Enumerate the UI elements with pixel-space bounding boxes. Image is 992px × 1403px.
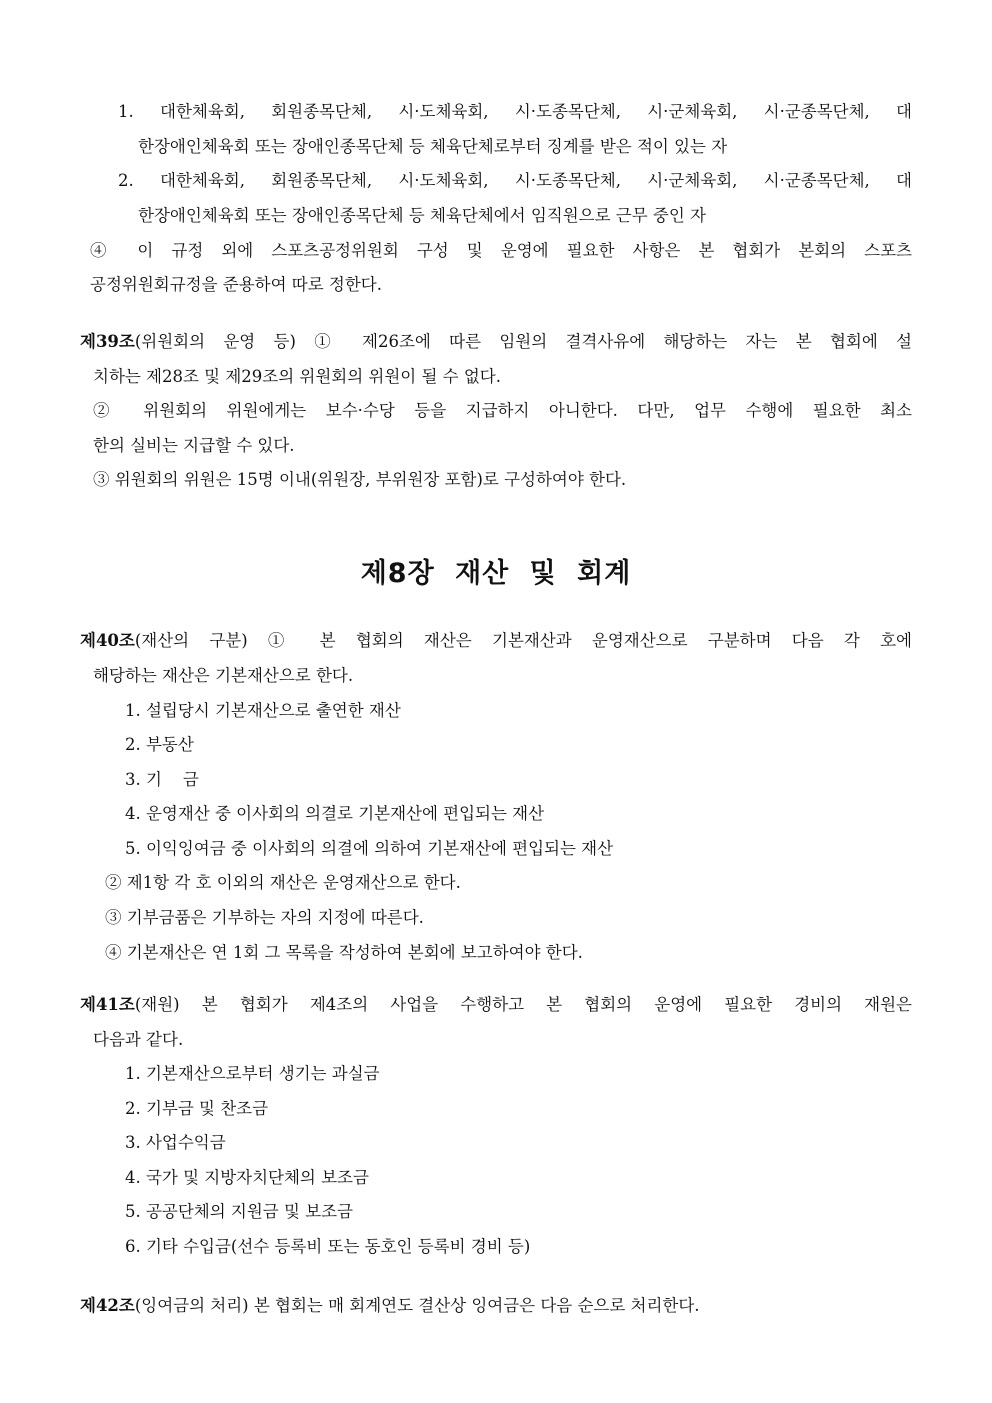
article-40-heading — [80, 629, 912, 653]
list-item: 2. 기부금 및 찬조금 — [125, 1099, 269, 1118]
article-39-heading — [80, 330, 912, 354]
article-text: (위원회의 운영 등) ① 제26조에 따른 임원의 결격사유에 해당하는 자는 본 협회에 설 — [134, 332, 912, 351]
article-number: 제42조 — [80, 1296, 135, 1315]
list-item: 1. 대한체육회, 회원종목단체, 시·도체육회, 시·도종목단체, 시·군체육회, 시·군종목단체, 대 — [118, 102, 912, 121]
paragraph: ② 위원회의 위원에게는 보수·수당 등을 지급하지 아니한다. 다만, 업무 수행에 필요한 최소 — [93, 401, 912, 420]
list-item: 5. 이익잉여금 중 이사회의 의결에 의하여 기본재산에 편입되는 재산 — [125, 839, 614, 858]
article-number: 제40조 — [80, 631, 135, 650]
article-text-continuation: 다음과 같다. — [93, 1030, 184, 1049]
list-item: 2. 대한체육회, 회원종목단체, 시·도체육회, 시·도종목단체, 시·군체육회, 시·군종목단체, 대 — [118, 171, 912, 190]
paragraph: ④ 이 규정 외에 스포츠공정위원회 구성 및 운영에 필요한 사항은 본 협회가 본회의 스포츠 — [90, 241, 912, 260]
article-41-heading — [80, 993, 912, 1017]
article-number: 제41조 — [80, 995, 135, 1014]
list-item-continuation: 한장애인체육회 또는 장애인종목단체 등 체육단체에서 임직원으로 근무 중인 자 — [138, 206, 706, 225]
paragraph-continuation: 한의 실비는 지급할 수 있다. — [93, 436, 295, 455]
article-text: (잉여금의 처리) 본 협회는 매 회계연도 결산상 잉여금은 다음 순으로 처리한다. — [134, 1296, 700, 1315]
article-text-continuation: 치하는 제28조 및 제29조의 위원회의 위원이 될 수 없다. — [93, 367, 501, 386]
paragraph: ③ 기부금품은 기부하는 자의 지정에 따른다. — [105, 908, 424, 927]
list-item: 2. 부동산 — [125, 735, 194, 754]
paragraph: ② 제1항 각 호 이외의 재산은 운영재산으로 한다. — [105, 873, 461, 892]
list-item: 6. 기타 수입금(선수 등록비 또는 동호인 등록비 경비 등) — [125, 1237, 531, 1256]
list-item: 3. 기 금 — [125, 770, 199, 789]
article-text-continuation: 해당하는 재산은 기본재산으로 한다. — [93, 666, 354, 685]
list-item-continuation: 한장애인체육회 또는 장애인종목단체 등 체육단체로부터 징계를 받은 적이 있는 자 — [138, 137, 728, 156]
list-item: 3. 사업수익금 — [125, 1133, 226, 1152]
paragraph-continuation: 공정위원회규정을 준용하여 따로 정한다. — [90, 275, 382, 294]
chapter-title: 제8장 재산 및 회계 — [360, 558, 632, 589]
paragraph: ④ 기본재산은 연 1회 그 목록을 작성하여 본회에 보고하여야 한다. — [105, 943, 583, 962]
list-item: 4. 운영재산 중 이사회의 의결로 기본재산에 편입되는 재산 — [125, 804, 545, 823]
list-item: 5. 공공단체의 지원금 및 보조금 — [125, 1202, 353, 1221]
article-number: 제39조 — [80, 332, 135, 351]
paragraph: ③ 위원회의 위원은 15명 이내(위원장, 부위원장 포함)로 구성하여야 한다. — [93, 470, 627, 489]
article-text: (재산의 구분) ① 본 협회의 재산은 기본재산과 운영재산으로 구분하며 다음 각 호에 — [134, 631, 912, 650]
list-item: 1. 설립당시 기본재산으로 출연한 재산 — [125, 701, 401, 720]
article-42-heading — [80, 1294, 700, 1318]
list-item: 1. 기본재산으로부터 생기는 과실금 — [125, 1064, 380, 1083]
article-text: (재원) 본 협회가 제4조의 사업을 수행하고 본 협회의 운영에 필요한 경비의 재원은 — [134, 995, 912, 1014]
list-item: 4. 국가 및 지방자치단체의 보조금 — [125, 1168, 369, 1187]
